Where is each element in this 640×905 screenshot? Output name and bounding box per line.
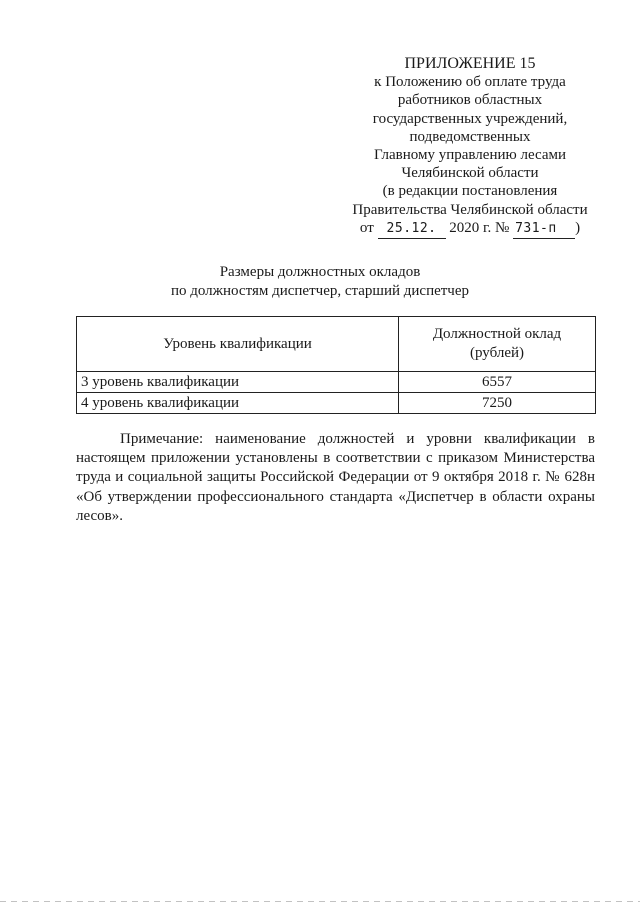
- appendix-line: государственных учреждений,: [372, 110, 568, 127]
- year-number-text: 2020 г. №: [449, 219, 510, 236]
- salary-table: [76, 316, 596, 414]
- scan-edge-divider: [0, 901, 640, 902]
- closing-paren: ): [575, 219, 581, 236]
- column-header-salary: [399, 317, 596, 372]
- table-row: [77, 372, 596, 393]
- appendix-line: Челябинской области: [401, 165, 539, 182]
- appendix-title: ПРИЛОЖЕНИЕ 15: [404, 55, 536, 72]
- appendix-line: подведомственных: [409, 128, 531, 145]
- table-header-row: [77, 317, 596, 372]
- resolution-date-handwritten: 25.12.: [378, 220, 446, 239]
- resolution-number-handwritten: 731-п: [513, 220, 575, 239]
- appendix-line: работников областных: [397, 92, 543, 109]
- appendix-line: Главному управлению лесами: [373, 147, 566, 164]
- appendix-line: к Положению об оплате труда: [374, 74, 566, 91]
- date-prefix: от: [359, 219, 374, 236]
- resolution-date-line: [350, 219, 590, 239]
- appendix-line: Правительства Челябинской области: [352, 201, 588, 218]
- salary-header-line-1: Должностной оклад: [432, 326, 562, 342]
- appendix-line: (в редакции постановления: [382, 183, 558, 200]
- table-row: [77, 393, 596, 414]
- salary-amount-cell: 6557: [399, 372, 596, 393]
- salary-amount-cell: 7250: [399, 393, 596, 414]
- document-heading: [60, 263, 580, 300]
- qualification-level-cell: 3 уровень квалификации: [77, 372, 399, 393]
- qualification-level-cell: 4 уровень квалификации: [77, 393, 399, 414]
- note-paragraph: Примечание: наименование должностей и уровни квалификации в настоящем приложении установлены в соответствии с приказом Министерства труда и социальной защиты Российской Федерации от 9 октября 2018 г. № 628н «Об утверждении профессионального стандарта «Диспетчер в области охраны лесов».: [76, 431, 595, 524]
- heading-line-1: Размеры должностных окладов: [219, 264, 421, 280]
- heading-line-2: по должностям диспетчер, старший диспетчер: [170, 282, 470, 299]
- salary-header-line-2: (рублей): [469, 345, 525, 361]
- appendix-header: [350, 55, 590, 239]
- column-header-level: Уровень квалификации: [77, 317, 399, 372]
